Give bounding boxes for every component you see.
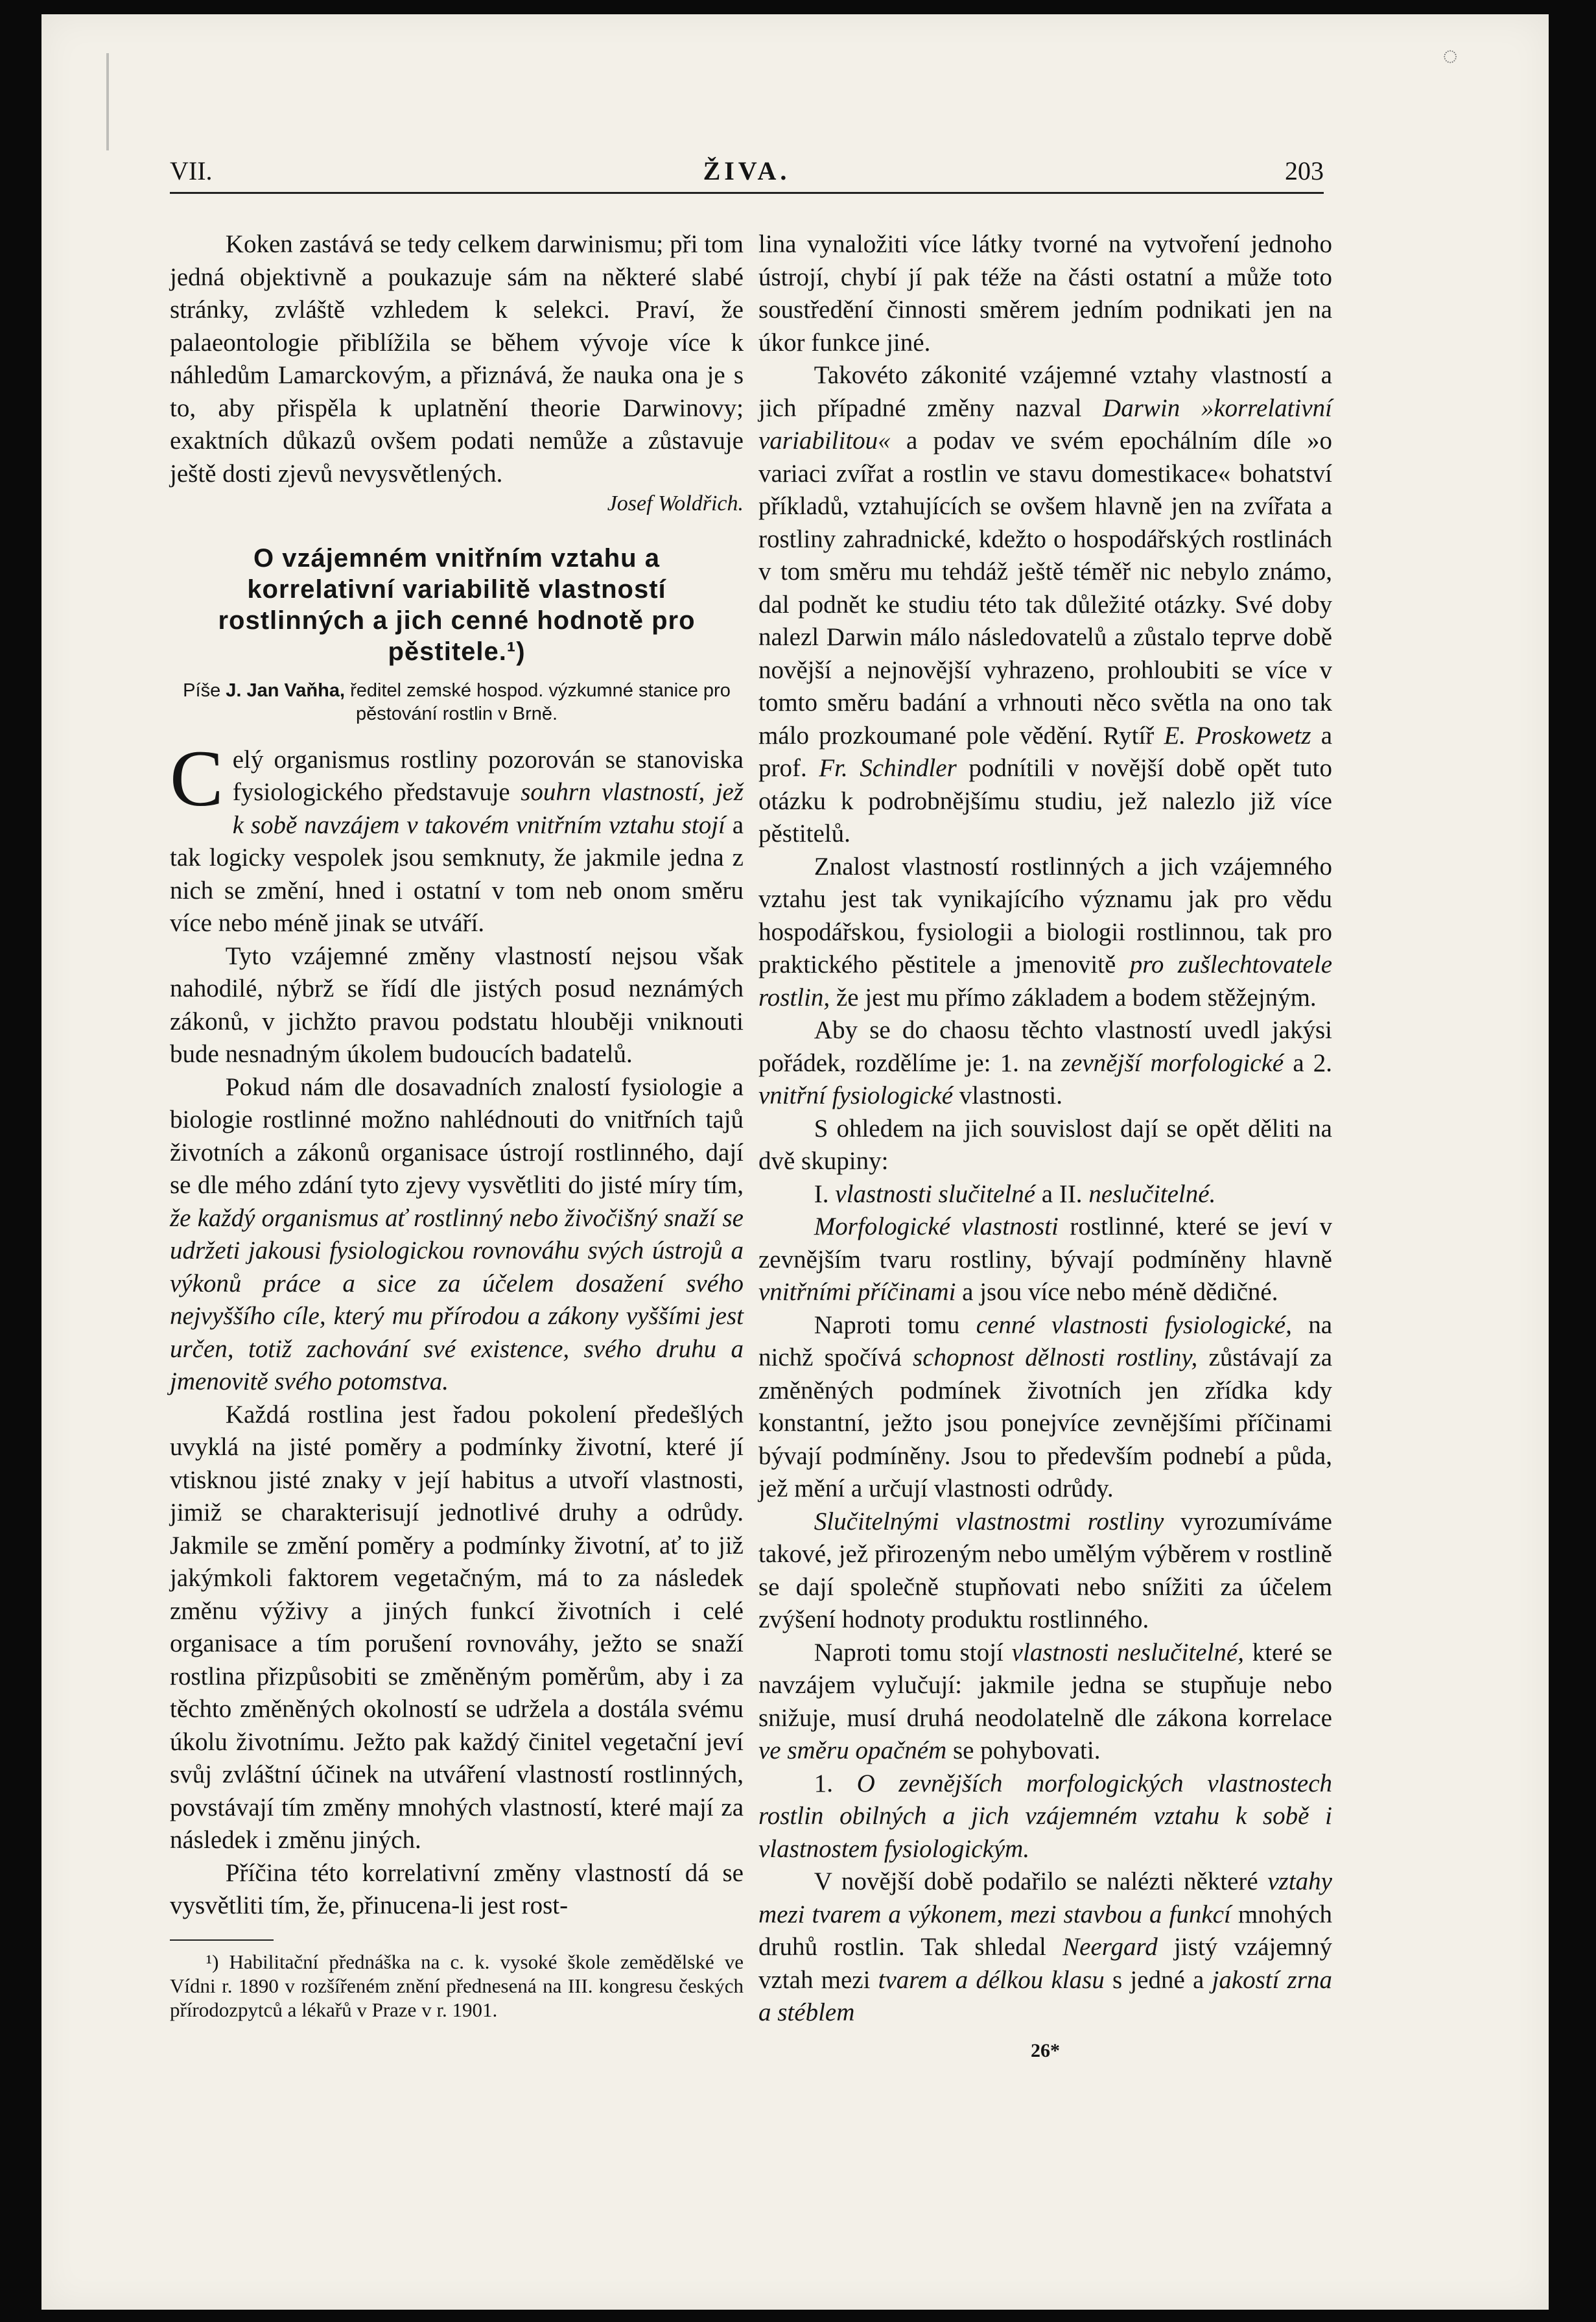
emphasis-run: schopnost dělnosti rostliny,	[913, 1344, 1198, 1371]
text-run: s jedné a	[1112, 1965, 1204, 1994]
text-run: Takovéto zákonité vzájemné vztahy vlastností a jich případné změny nazval	[758, 361, 1332, 422]
scan-edge-mark	[106, 53, 154, 150]
emphasis-run: vlastnosti neslučitelné,	[1011, 1638, 1244, 1666]
emphasis-run: O zevnějších morfologických vlastnostech rostlin obilných a jich vzájemném vztahu k sobě i vlastnostem fysiologickým.	[758, 1769, 1333, 1863]
emphasis-run: pro zušlechtovatele rostlin,	[758, 951, 1333, 1012]
text-run: Znalost vlastností rostlinných a jich vzájemného vztahu jest tak vynikajícího významu jak pro vědu hospodářskou, fysiologii a biologii rostlinnou, tak pro praktického pěstitele a jmenovitě	[758, 852, 1332, 978]
journal-title: ŽIVA.	[703, 156, 791, 185]
byline	[170, 679, 744, 726]
text-run: mnohých druhů rostlin. Tak shledal	[758, 1900, 1332, 1961]
byline-prefix: Píše	[183, 680, 221, 701]
intro-signature: Josef Woldřich.	[607, 492, 744, 515]
footnote: ¹) Habilitační přednáška na c. k. vysoké škole zemědělské ve Vídni r. 1890 v rozšířeném znění přednesená na III. kongresu českých přírodozpytců a lékařů v Praze v r. 1901.	[170, 1950, 744, 2021]
paragraph-compatible	[758, 1506, 1332, 1637]
paragraph-physiological	[758, 1309, 1332, 1506]
running-header	[170, 156, 1324, 195]
drop-cap: C	[170, 733, 224, 823]
byline-affiliation: ředitel zemské hospod. výzkumné stanice pro pěstování rostlin v Brně.	[350, 680, 731, 724]
text-run: a 2.	[1293, 1048, 1332, 1077]
paragraph-groups: S ohledem na jich souvislost dají se opět děliti na dvě skupiny:	[758, 1114, 1332, 1175]
emphasis-run: vlastnosti slučitelné	[835, 1179, 1036, 1208]
text-run: V novější době podařilo se nalézti některé	[814, 1867, 1258, 1895]
text-run: 1.	[814, 1769, 834, 1797]
paragraph-5: Příčina této korrelativní změny vlastností dá se vysvětliti tím, že, přinucena-li jest rost-	[170, 1858, 744, 1919]
emphasis-run: Neergard	[1062, 1933, 1158, 1961]
page-number: 203	[1285, 156, 1324, 185]
paragraph-darwin	[758, 359, 1332, 851]
paragraph-2: Tyto vzájemné změny vlastností nejsou však nahodilé, nýbrž se řídí dle jistých posud neznámých zákonů, v jichžto pravou podstatu hlouběji vniknouti bude nesnadným úkolem budoucích badatelů.	[170, 942, 744, 1068]
text-run: a jsou více nebo méně dědičné.	[962, 1278, 1278, 1306]
paragraph-continued: lina vynaložiti více látky tvorné na vytvoření jednoho ústrojí, chybí jí pak téže na části ostatní a může toto soustředění činnosti směrem jedním podnikati jen na úkor funkce jiné.	[758, 230, 1332, 357]
text-run: Aby se do chaosu těchto vlastností uvedl jakýsi pořádek, rozdělíme je: 1. na	[758, 1016, 1332, 1077]
right-column	[758, 228, 1332, 2067]
paragraph-classes	[758, 1178, 1332, 1211]
paragraph-1	[170, 733, 744, 940]
text-run: Naproti tomu stojí	[814, 1638, 1003, 1666]
left-column	[170, 228, 744, 2022]
emphasis-run: souhrn vlastností, jež k sobě navzájem v takovém vnitřním vztahu stojí	[232, 778, 744, 839]
paragraph-relations	[758, 1866, 1332, 2030]
text-run: vlastnosti.	[959, 1082, 1063, 1109]
text-run: elý organismus rostliny pozorován se stanoviska fysiologického představuje	[232, 745, 744, 806]
paragraph-knowledge	[758, 851, 1332, 1015]
text-run: a podav ve svém epochálním díle »o variaci zvířat a rostlin ve stavu domestikace« bohatství příkladů, vztahujících se ovšem hlavně jen na zvířata a rostliny zahradnické, kdežto o hospodářských rostlinách v tom směru mu tehdáž ještě téměř nic nebylo známo, dal podnět ke studiu této tak důležité otázky. Své doby nalezl Darwin málo následovatelů a zůstalo teprve době novější a nejnovější vyhrazeno, prohloubiti se více v tomto směru badání a vrhnouti něco světla na ono tak málo prozkoumané pole vědění. Rytíř	[758, 427, 1333, 750]
paragraph-4: Každá rostlina jest řadou pokolení předešlých uvyklá na jisté poměry a podmínky životní, které jí vtisknou jisté znaky v její habitus a utvoří vlastnosti, jimiž se charakterisují jednotlivé druhy a odrůdy. Jakmile se změní poměry a podmínky životní, ať to již jakýmkoli faktorem vegetačným, má to za následek změnu výživy a jiných funkcí životních i celé organisace a tím porušení rovnováhy, ježto se snaží rostlina přizpůsobiti se změněným poměrům, aby i za těchto změněných okolností se udržela a dostála svému úkolu životnímu. Ježto pak každý činitel vegetační jeví svůj zvláštní účinek na utváření vlastností rostlinných, povstávají tím změny mnohých vlastností, které mají za následek i změnu jiných.	[170, 1400, 744, 1854]
emphasis-run: že každý organismus ať rostlinný nebo živočišný snaží se udržeti jakousi fysiologickou rovnováhu svých ústrojů a výkonů práce a sice za účelem dosažení svého nejvyššího cíle, který mu přírodou a zákony vyššími jest určen, totiž zachování své existence, svého druhu a jmenovitě svého potomstva.	[170, 1203, 744, 1395]
text-run: I.	[814, 1179, 829, 1208]
emphasis-run: ve směru opačném	[758, 1736, 947, 1764]
footnote-rule	[170, 1939, 274, 1941]
paragraph-3	[170, 1071, 744, 1399]
text-run: a tak logicky vespolek jsou semknuty, že jakmile jedna z nich se změní, hned i ostatní v tom neb onom směru více nebo méně jinak se utváří.	[170, 811, 744, 937]
text-run: Pokud nám dle dosavadních znalostí fysiologie a biologie rostlinné možno nahlédnouti do vnitřních tajů životních a zákonů organisace ústrojí rostlinného, dají se dle mého zdání tyto zjevy vysvětliti do jisté míry tím,	[170, 1072, 744, 1199]
paragraph-incompatible	[758, 1637, 1332, 1768]
text-run: na nichž spočívá	[758, 1310, 1333, 1371]
emphasis-run: Darwin »korrelativní variabilitou«	[758, 394, 1332, 455]
emphasis-run: neslučitelné.	[1088, 1179, 1216, 1208]
header-rule	[170, 192, 1324, 194]
text-run: zůstávají za změněných podmínek životních jen zřídka kdy konstantní, ježto jsou ponejvíce zevnějšími příčinami bývají podmíněny. Jsou to především podnebí a půda, jež mění a určují vlastnosti odrůdy.	[758, 1344, 1333, 1502]
emphasis-run: vnitřními příčinami	[758, 1278, 956, 1306]
paragraph-division	[758, 1014, 1332, 1113]
text-run: které se navzájem vylučují: jakmile jedna se stupňuje nebo snižuje, musí druhá neodolatelně dle zákona korrelace	[758, 1638, 1333, 1732]
section-heading-1	[758, 1768, 1332, 1866]
volume-number: VII.	[170, 156, 213, 185]
signature-mark: 26*	[1031, 2039, 1060, 2061]
text-run: se pohybovati.	[952, 1736, 1101, 1764]
text-run: rostlinné, které se jeví v zevnějším tvaru rostliny, bývají podmíněny hlavně	[758, 1213, 1333, 1274]
corner-mark-icon: ◌	[1442, 41, 1458, 70]
text-run: a prof.	[758, 721, 1333, 782]
intro-paragraph: Koken zastává se tedy celkem darwinismu; při tom jedná objektivně a poukazuje sám na některé slabé stránky, zvláště vzhledem k selekci. Praví, že palaeontologie přiblížila se během vývoje více k náhledům Lamarckovým, a přiznává, že nauka ona je s to, aby přispěla k uplatnění theorie Darwinovy; exaktních důkazů ovšem podati nemůže a zůstavuje ještě dosti zjevů nevysvětlených.	[170, 230, 744, 488]
emphasis-run: Morfologické vlastnosti	[814, 1213, 1059, 1240]
emphasis-run: vnitřní fysiologické	[758, 1082, 954, 1109]
emphasis-run: Fr. Schindler	[819, 754, 957, 782]
emphasis-run: cenné vlastnosti fysiologické,	[976, 1310, 1292, 1339]
article-title: O vzájemném vnitřním vztahu a korrelativní variabilitě vlastností rostlinných a jich cenné hodnotě pro pěstitele.¹)	[218, 543, 696, 666]
emphasis-run: jakostí zrna a stéblem	[758, 1965, 1333, 2026]
text-run: vyrozumíváme takové, jež přirozeným nebo umělým výběrem v rostlině se dají společně stupňovati nebo snížiti za účelem zvýšení hodnoty produktu rostlinného.	[758, 1507, 1332, 1633]
text-run: Naproti tomu	[814, 1310, 960, 1339]
emphasis-run: vztahy mezi tvarem a výkonem, mezi stavbou a funkcí	[758, 1867, 1332, 1928]
emphasis-run: tvarem a délkou klasu	[878, 1965, 1105, 1994]
text-run: jistý vzájemný vztah mezi	[758, 1933, 1333, 1994]
emphasis-run: E. Proskowetz	[1164, 721, 1311, 750]
text-run: že jest mu přímo základem a bodem stěžejným.	[836, 983, 1317, 1012]
emphasis-run: Slučitelnými vlastnostmi rostliny	[814, 1507, 1164, 1535]
byline-author: J. Jan Vaňha,	[226, 680, 346, 701]
text-run: a II.	[1041, 1179, 1083, 1208]
emphasis-run: zevnější morfologické	[1061, 1048, 1284, 1077]
paragraph-morphological	[758, 1211, 1332, 1309]
text-run: podnítili v novější době opět tuto otázku k podrobnějšímu studiu, jež nalezlo již více pěstitelů.	[758, 754, 1333, 847]
